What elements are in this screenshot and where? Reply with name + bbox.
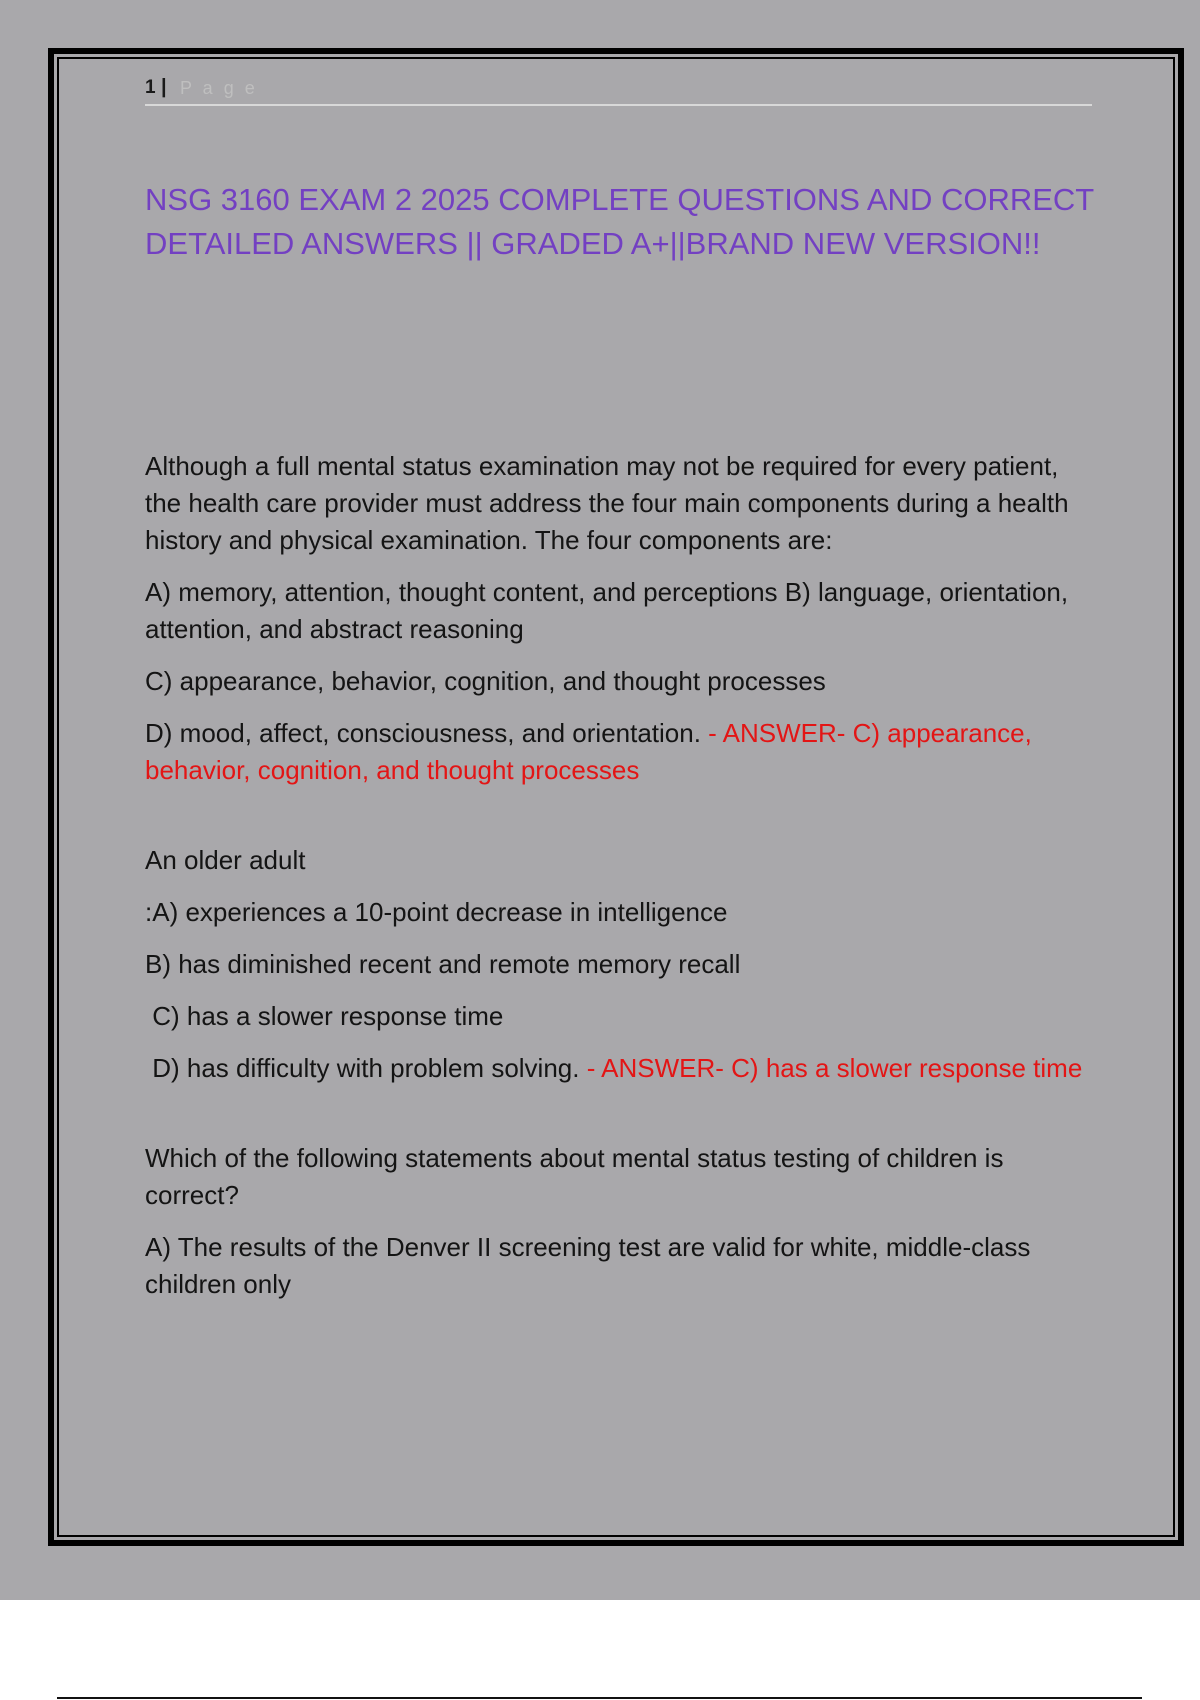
question-2-stem: An older adult xyxy=(145,845,306,875)
question-2-option-d-text: D) has difficulty with problem solving. xyxy=(145,1053,580,1083)
question-1-option-a-b: A) memory, attention, thought content, and perceptions B) language, orientation, attention, and abstract reasoning xyxy=(145,577,1069,644)
question-2-option-b: B) has diminished recent and remote memory recall xyxy=(145,949,741,979)
question-1-stem: Although a full mental status examination may not be required for every patient, the health care provider must address the four main components during a health history and physical examination. The four components are: xyxy=(145,451,1069,555)
question-3-option-a: A) The results of the Denver II screening test are valid for white, middle-class children only xyxy=(145,1232,1031,1299)
page-number: 1 xyxy=(145,77,156,98)
question-2-answer: - ANSWER- C) has a slower response time xyxy=(579,1053,1083,1083)
page-label: P a g e xyxy=(180,78,258,98)
document-content xyxy=(145,178,1095,1303)
question-1-option-d-text: D) mood, affect, consciousness, and orientation. xyxy=(145,718,701,748)
page-divider: | xyxy=(161,76,167,98)
bottom-rule xyxy=(57,1697,1142,1699)
question-1-option-c: C) appearance, behavior, cognition, and thought processes xyxy=(145,666,826,696)
question-1 xyxy=(145,448,1095,789)
question-1-option-d xyxy=(145,715,1095,789)
question-2-option-a: :A) experiences a 10-point decrease in intelligence xyxy=(145,897,728,927)
question-2 xyxy=(145,842,1095,1087)
question-3-stem: Which of the following statements about mental status testing of children is correct? xyxy=(145,1143,1004,1210)
question-2-option-c: C) has a slower response time xyxy=(145,1001,504,1031)
document-title: NSG 3160 EXAM 2 2025 COMPLETE QUESTIONS AND CORRECT DETAILED ANSWERS || GRADED A+||BRAND NEW VERSION!! xyxy=(145,182,1094,261)
question-1-answer: - ANSWER- C) appearance, behavior, cognition, and thought processes xyxy=(145,718,1032,785)
question-2-option-d xyxy=(145,1050,1095,1087)
page-header xyxy=(145,74,1092,106)
question-3 xyxy=(145,1140,1095,1303)
